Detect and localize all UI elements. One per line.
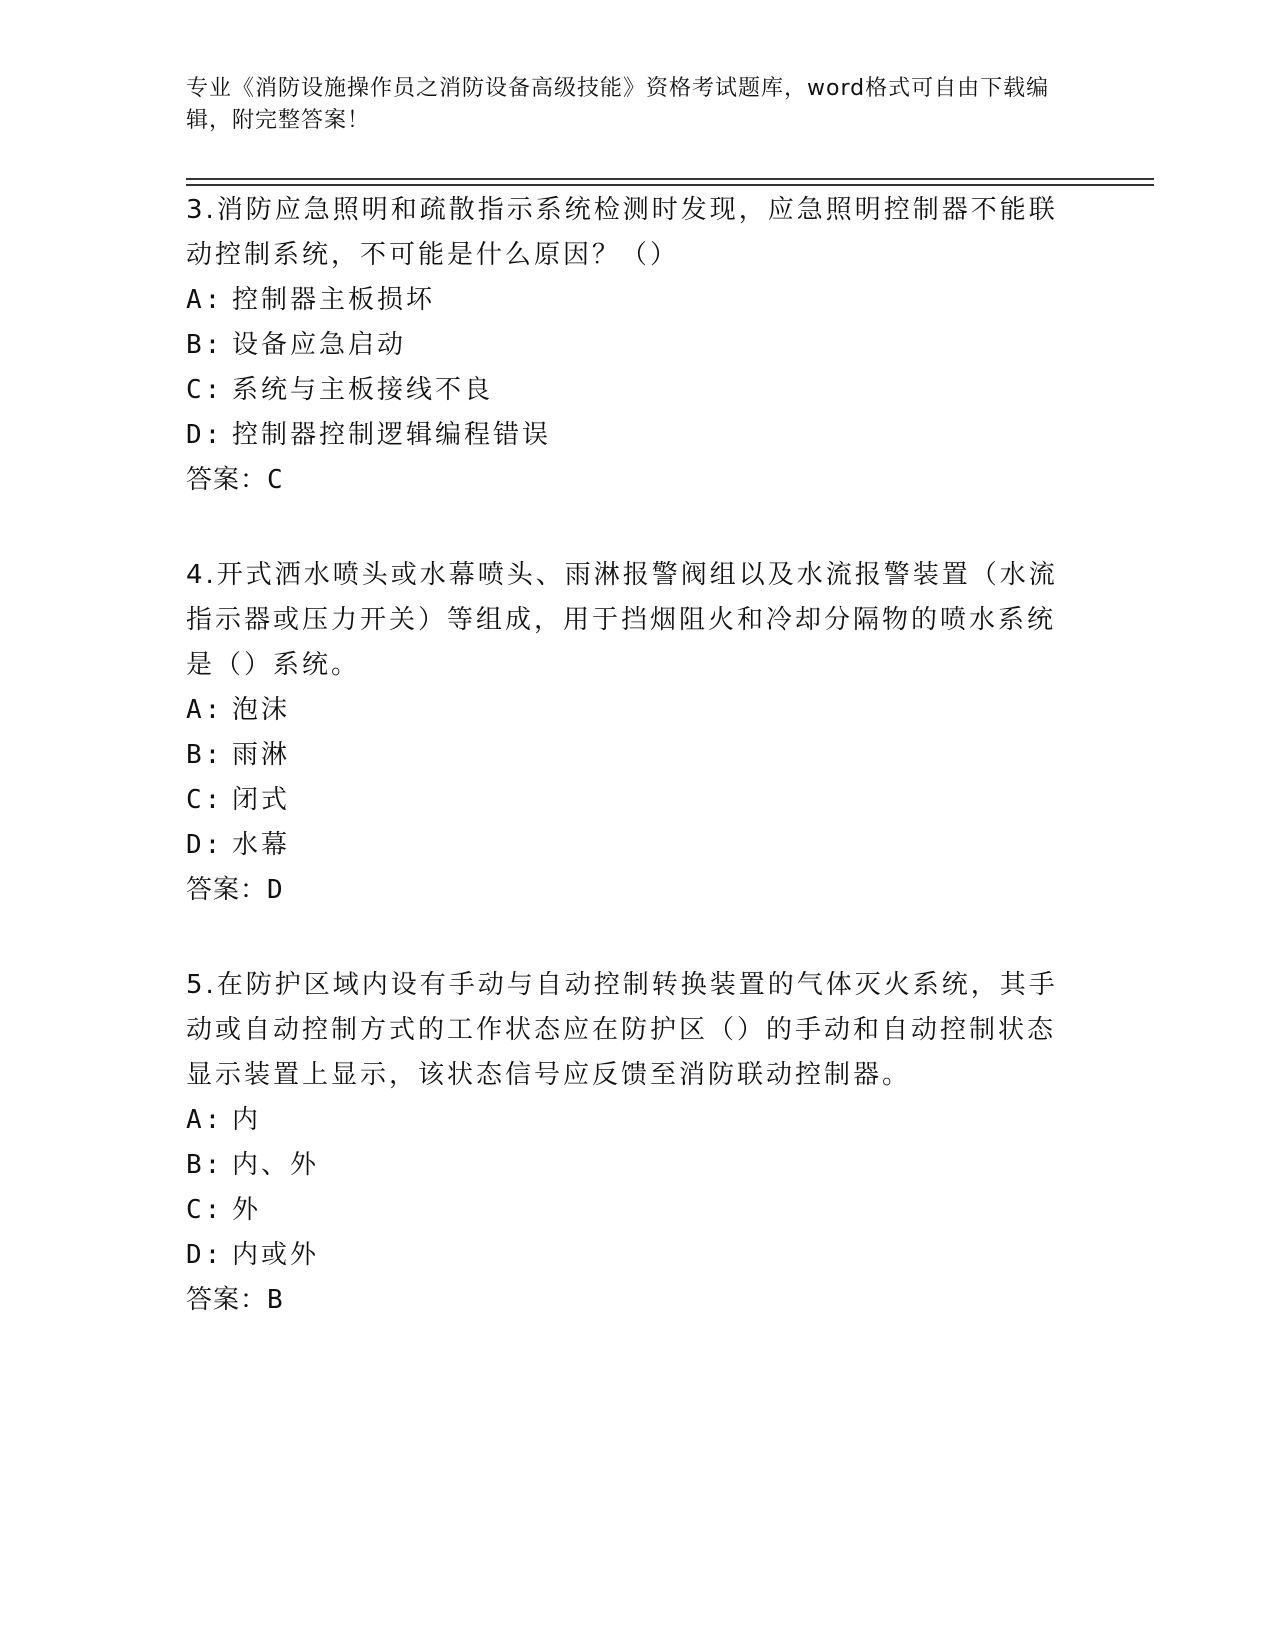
question-4 xyxy=(186,553,1066,913)
option-key: A: xyxy=(186,695,224,725)
option-text: 内 xyxy=(232,1105,262,1135)
option-c xyxy=(186,1188,1066,1233)
option-text: 系统与主板接线不良 xyxy=(232,375,494,405)
option-b xyxy=(186,1143,1066,1188)
answer-value: D xyxy=(267,875,284,905)
option-d xyxy=(186,823,1066,868)
option-text: 闭式 xyxy=(232,785,291,815)
option-key: C: xyxy=(186,785,224,815)
question-stem: 5.在防护区域内设有手动与自动控制转换装置的气体灭火系统，其手动或自动控制方式的工作状态应在防护区（）的手动和自动控制状态显示装置上显示，该状态信号应反馈至消防联动控制器。 xyxy=(186,970,1058,1090)
header-divider-top xyxy=(186,178,1154,180)
option-text: 控制器控制逻辑编程错误 xyxy=(232,420,552,450)
option-text: 雨淋 xyxy=(232,740,291,770)
option-text: 外 xyxy=(232,1195,262,1225)
answer-value: C xyxy=(267,465,284,495)
answer-line xyxy=(186,868,1066,913)
option-d xyxy=(186,413,1066,458)
option-c xyxy=(186,778,1066,823)
answer-line xyxy=(186,458,1066,503)
option-b xyxy=(186,733,1066,778)
option-text: 泡沫 xyxy=(232,695,291,725)
question-3 xyxy=(186,188,1066,503)
option-b xyxy=(186,323,1066,368)
question-stem: 4.开式洒水喷头或水幕喷头、雨淋报警阀组以及水流报警装置（水流指示器或压力开关）等组成，用于挡烟阻火和冷却分隔物的喷水系统是（）系统。 xyxy=(186,560,1058,680)
option-key: A: xyxy=(186,285,224,315)
option-key: D: xyxy=(186,1240,224,1270)
option-key: D: xyxy=(186,420,224,450)
option-key: B: xyxy=(186,1150,224,1180)
option-key: C: xyxy=(186,1195,224,1225)
option-key: A: xyxy=(186,1105,224,1135)
answer-label: 答案： xyxy=(186,1285,268,1315)
header-divider-bottom xyxy=(186,184,1154,186)
option-text: 内或外 xyxy=(232,1240,320,1270)
option-a xyxy=(186,688,1066,733)
option-a xyxy=(186,278,1066,323)
option-key: C: xyxy=(186,375,224,405)
option-key: B: xyxy=(186,740,224,770)
option-c xyxy=(186,368,1066,413)
option-text: 内、外 xyxy=(232,1150,320,1180)
answer-line xyxy=(186,1278,1066,1323)
option-key: D: xyxy=(186,830,224,860)
option-a xyxy=(186,1098,1066,1143)
answer-value: B xyxy=(267,1285,284,1315)
question-stem: 3.消防应急照明和疏散指示系统检测时发现，应急照明控制器不能联动控制系统，不可能是什么原因？（） xyxy=(186,195,1058,270)
answer-label: 答案： xyxy=(186,465,268,495)
option-d xyxy=(186,1233,1066,1278)
option-text: 设备应急启动 xyxy=(232,330,407,360)
option-key: B: xyxy=(186,330,224,360)
option-text: 控制器主板损坏 xyxy=(232,285,436,315)
document-header: 专业《消防设施操作员之消防设备高级技能》资格考试题库，word格式可自由下载编辑，附完整答案！ xyxy=(186,76,1050,133)
answer-label: 答案： xyxy=(186,875,268,905)
option-text: 水幕 xyxy=(232,830,291,860)
question-5 xyxy=(186,963,1066,1323)
